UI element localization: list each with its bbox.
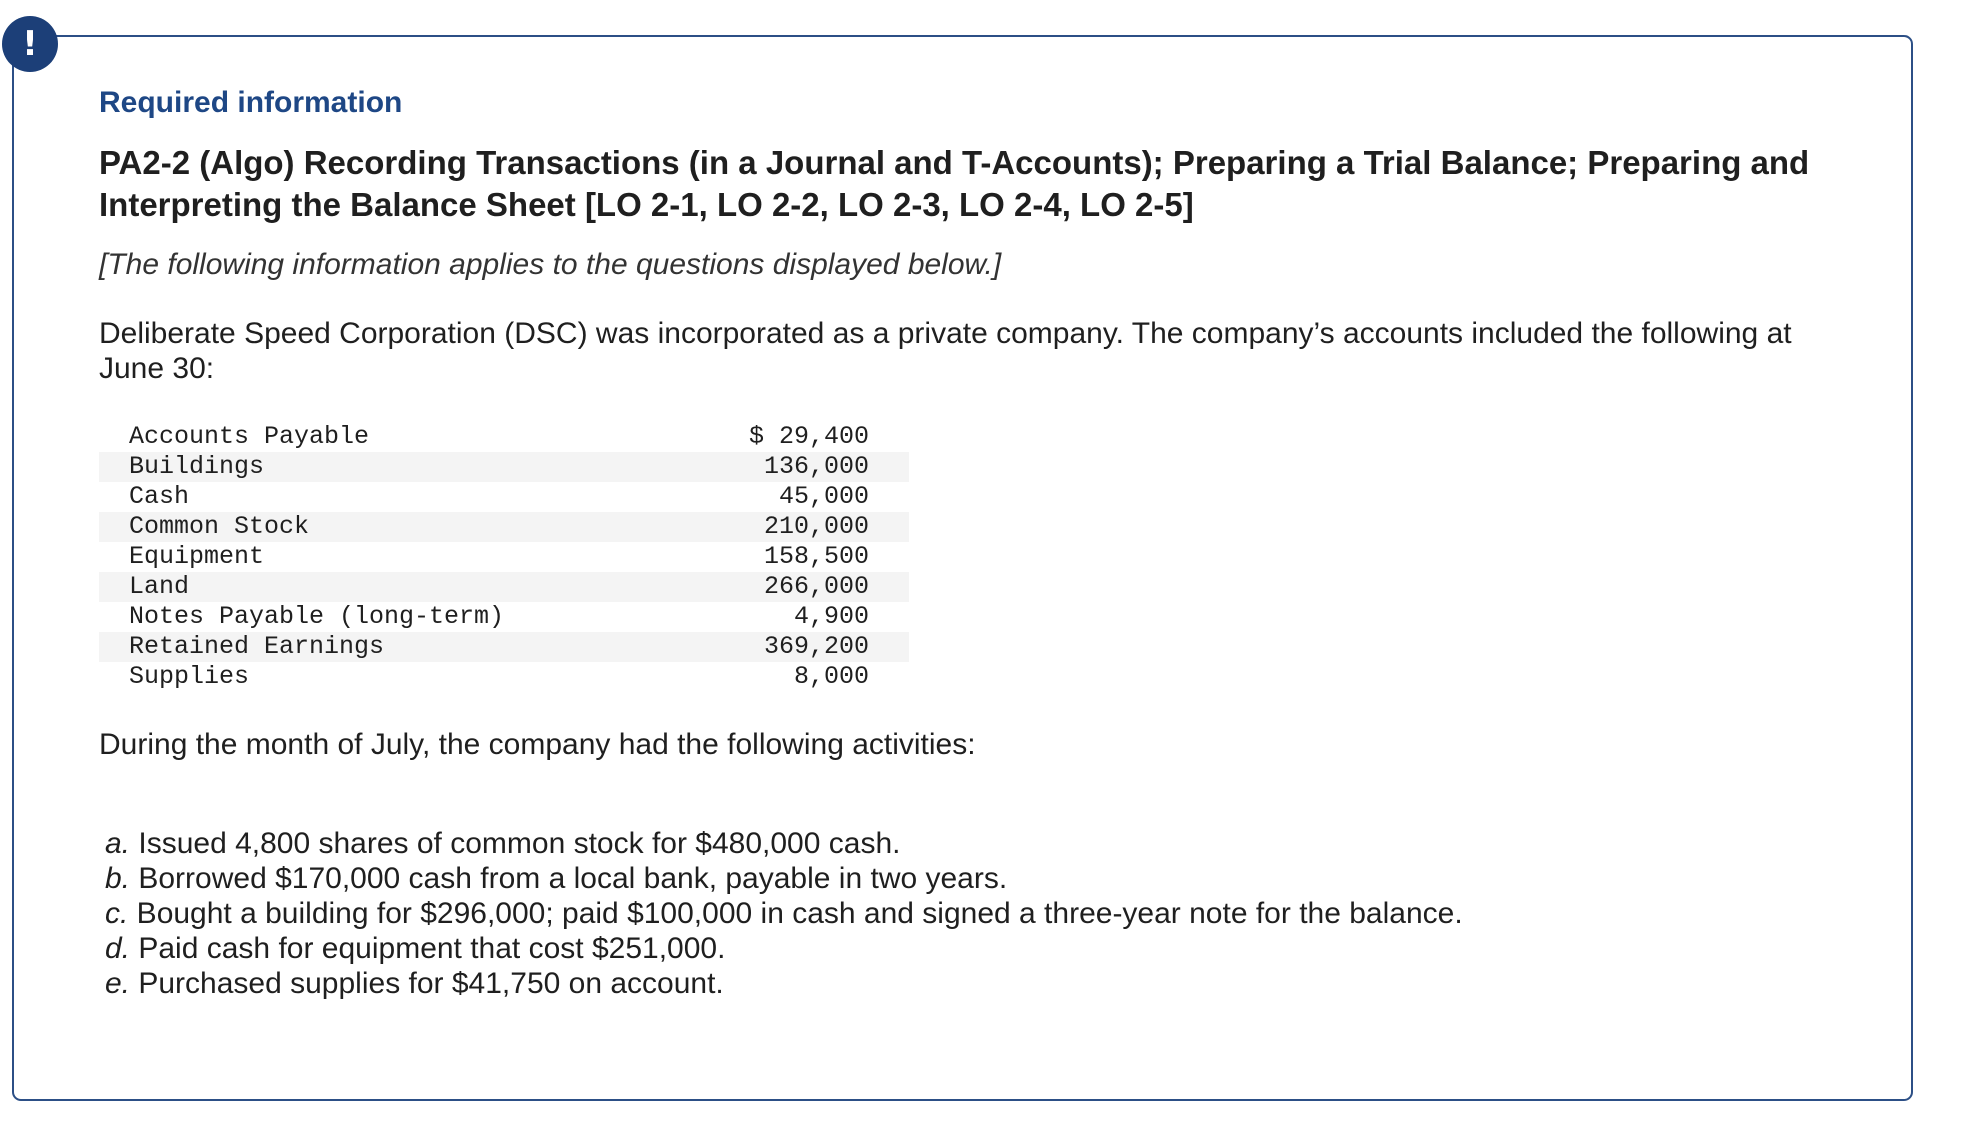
table-row (99, 662, 909, 692)
alert-icon: ! (2, 16, 58, 72)
account-name: Cash (129, 482, 190, 511)
table-row (99, 422, 909, 452)
activity-letter: a. (105, 827, 131, 860)
activity-text: Paid cash for equipment that cost $251,000. (130, 932, 726, 965)
activities-list (105, 826, 1859, 1001)
account-name: Supplies (129, 662, 250, 691)
account-name: Notes Payable (long-term) (129, 602, 505, 631)
activity-letter: c. (105, 897, 129, 930)
list-item (105, 861, 1859, 896)
account-name: Equipment (129, 542, 265, 571)
list-item (105, 966, 1859, 1001)
table-row (99, 632, 909, 662)
account-amount: 136,000 (680, 452, 909, 482)
account-name: Retained Earnings (99, 632, 680, 662)
account-amount: 369,200 (680, 632, 909, 662)
account-name: Land (99, 572, 680, 602)
account-amount: 4,900 (793, 602, 869, 631)
table-row (99, 542, 909, 572)
activities-intro: During the month of July, the company had the following activities: (99, 728, 976, 761)
table-row (99, 452, 909, 482)
company-intro: Deliberate Speed Corporation (DSC) was incorporated as a private company. The company’s accounts included the following at June 30: (99, 317, 1792, 385)
account-amount: 158,500 (763, 542, 869, 571)
account-name: Buildings (99, 452, 680, 482)
account-name: Common Stock (99, 512, 680, 542)
account-amount: 266,000 (680, 572, 909, 602)
activity-text: Bought a building for $296,000; paid $100,000 in cash and signed a three-year note for the balance. (128, 897, 1463, 930)
table-row (99, 482, 909, 512)
activity-text: Issued 4,800 shares of common stock for $480,000 cash. (130, 827, 901, 860)
applies-note: [The following information applies to the questions displayed below.] (99, 248, 1002, 281)
activity-letter: e. (105, 967, 131, 1000)
problem-title: PA2-2 (Algo) Recording Transactions (in a Journal and T-Accounts); Preparing a Trial Balance; Preparing and Interpreting the Balance Sheet [LO 2-1, LO 2-2, LO 2-3, LO 2-4, LO 2-5] (99, 144, 1810, 223)
table-row (99, 512, 909, 542)
account-amount: 8,000 (793, 662, 869, 691)
activity-text: Purchased supplies for $41,750 on account. (130, 967, 724, 1000)
accounts-table (99, 422, 909, 692)
account-amount: 210,000 (680, 512, 909, 542)
activity-letter: b. (105, 862, 131, 895)
list-item (105, 826, 1859, 861)
required-information-label: Required information (99, 86, 403, 119)
account-name: Accounts Payable (129, 422, 370, 451)
table-row (99, 572, 909, 602)
activity-text: Borrowed $170,000 cash from a local bank, payable in two years. (130, 862, 1008, 895)
activity-letter: d. (105, 932, 131, 965)
account-amount: 45,000 (778, 482, 869, 511)
account-amount: $ 29,400 (748, 422, 869, 451)
list-item (105, 896, 1859, 931)
table-row (99, 602, 909, 632)
list-item (105, 931, 1859, 966)
question-content (99, 84, 1859, 1001)
